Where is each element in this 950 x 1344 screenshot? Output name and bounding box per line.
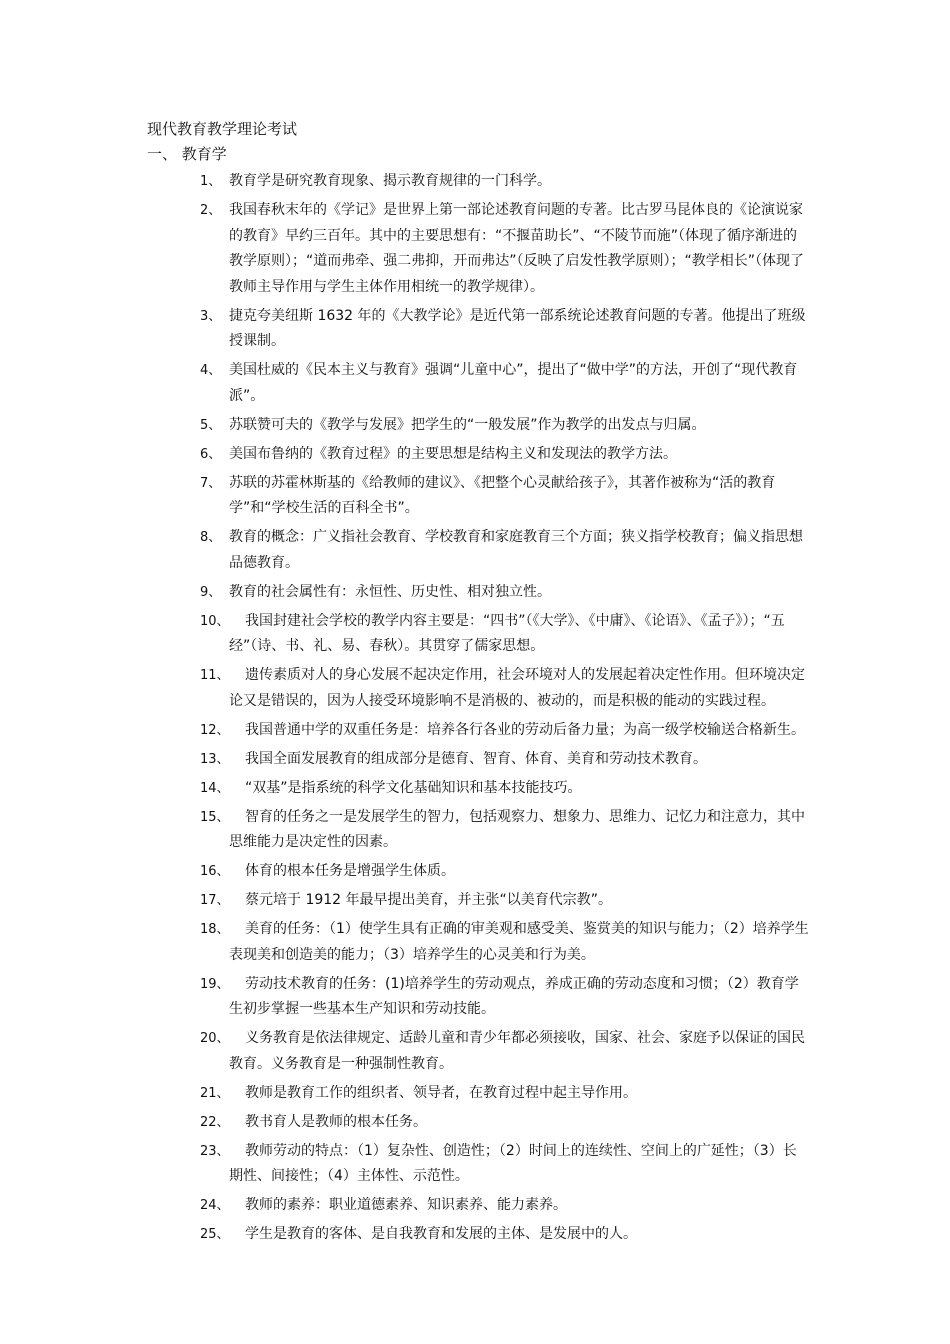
list-item bbox=[200, 413, 810, 439]
list-item bbox=[200, 805, 810, 856]
list-item bbox=[200, 972, 810, 1023]
list-item-text: 学生是教育的客体、是自我教育和发展的主体、是发展中的人。 bbox=[245, 1226, 637, 1242]
list-item-text: 体育的根本任务是增强学生体质。 bbox=[245, 863, 455, 879]
list-item-number: 14、 bbox=[200, 780, 230, 796]
list-item-text: 教育的社会属性有：永恒性、历史性、相对独立性。 bbox=[229, 583, 551, 600]
list-item-text: 义务教育是依法律规定、适龄儿童和青少年都必须接收，国家、社会、家庭予以保证的国民教育。义务教育是一种强制性教育。 bbox=[229, 1030, 805, 1072]
list-item-number: 22、 bbox=[200, 1114, 230, 1130]
list-item-number: 2、 bbox=[200, 203, 222, 218]
list-item-text: 教育的概念：广义指社会教育、学校教育和家庭教育三个方面；狭义指学校教育；偏义指思想品德教育。 bbox=[229, 529, 803, 571]
list-item bbox=[200, 776, 810, 802]
list-item-number: 13、 bbox=[200, 751, 230, 767]
list-item bbox=[200, 471, 810, 522]
list-item bbox=[200, 442, 810, 468]
list-item-text: 我国春秋末年的《学记》是世界上第一部论述教育问题的专著。比古罗马昆体良的《论演说家的教育》早约三百年。其中的主要思想有：“不揠苗助长”、“不陵节而施”（体现了循序渐进的教学原则）；“道而弗牵、强二弗抑，开而弗达”（反映了启发性教学原则）；“教学相长”（体现了教师主导作用与学生主体作用相统一的教学规律）。 bbox=[229, 202, 805, 295]
list-item-number: 9、 bbox=[200, 584, 222, 600]
list-item bbox=[200, 1222, 810, 1248]
list-item bbox=[200, 1193, 810, 1219]
list-item-number: 11、 bbox=[200, 668, 230, 683]
list-item-text: 智育的任务之一是发展学生的智力，包括观察力、想象力、思维力、记忆力和注意力，其中思维能力是决定性的因素。 bbox=[229, 808, 805, 850]
list-item-text: 教师劳动的特点：（1）复杂性、创造性；（2）时间上的连续性、空间上的广延性；（3）长期性、间接性；（4）主体性、示范性。 bbox=[229, 1142, 797, 1184]
document-title: 现代教育教学理论考试 bbox=[147, 120, 298, 138]
list-item bbox=[200, 663, 810, 714]
list-item-text: 捷克夸美纽斯 1632 年的《大教学论》是近代第一部系统论述教育问题的专著。他提出了班级授课制。 bbox=[229, 307, 806, 349]
list-item-number: 5、 bbox=[200, 417, 222, 433]
list-item bbox=[200, 1139, 810, 1190]
list-item bbox=[200, 1026, 810, 1077]
list-item bbox=[200, 1110, 810, 1136]
list-item-number: 24、 bbox=[200, 1198, 230, 1213]
list-item-text: 苏联的苏霍林斯基的《给教师的建议》、《把整个心灵献给孩子》，其著作被称为“活的教育学”和“学校生活的百科全书”。 bbox=[229, 474, 776, 516]
list-item-number: 15、 bbox=[200, 809, 230, 825]
list-item-text: 苏联赞可夫的《教学与发展》把学生的“一般发展”作为教学的出发点与归属。 bbox=[229, 416, 706, 433]
list-item-text: 美育的任务：（1）使学生具有正确的审美观和感受美、鉴赏美的知识与能力；（2）培养学生表现美和创造美的能力；（3）培养学生的心灵美和行为美。 bbox=[229, 921, 809, 963]
list-item-text: “双基”是指系统的科学文化基础知识和基本技能技巧。 bbox=[245, 779, 582, 796]
list-item-text: 教育学是研究教育现象、揭示教育规律的一门科学。 bbox=[229, 173, 551, 189]
list-item-text: 我国普通中学的双重任务是：培养各行各业的劳动后备力量；为高一级学校输送合格新生。 bbox=[245, 721, 805, 738]
list-item bbox=[200, 580, 810, 606]
list-item-number: 10、 bbox=[200, 613, 230, 629]
list-item-text: 劳动技术教育的任务：(1)培养学生的劳动观点，养成正确的劳动态度和习惯；（2）教育学生初步掌握一些基本生产知识和劳动技能。 bbox=[229, 975, 799, 1017]
list-item bbox=[200, 888, 810, 914]
list-item-number: 23、 bbox=[200, 1143, 230, 1159]
list-item-number: 6、 bbox=[200, 446, 222, 462]
list-item-number: 8、 bbox=[200, 530, 222, 545]
list-item-text: 教师的素养：职业道德素养、知识素养、能力素养。 bbox=[245, 1197, 567, 1213]
list-item bbox=[200, 304, 810, 355]
list-item-number: 19、 bbox=[200, 976, 230, 992]
numbered-list bbox=[200, 169, 810, 1251]
list-item bbox=[200, 917, 810, 968]
list-item-text: 我国封建社会学校的教学内容主要是：“四书”（《大学》、《中庸》、《论语》、《孟子》）；“五经”（诗、书、礼、易、春秋）。其贯穿了儒家思想。 bbox=[229, 612, 785, 654]
list-item bbox=[200, 609, 810, 660]
list-item bbox=[200, 198, 810, 300]
list-item bbox=[200, 1081, 810, 1107]
list-item bbox=[200, 525, 810, 576]
list-item-text: 美国布鲁纳的《教育过程》的主要思想是结构主义和发现法的教学方法。 bbox=[229, 445, 677, 462]
list-item-number: 21、 bbox=[200, 1085, 230, 1101]
list-item bbox=[200, 718, 810, 744]
list-item-number: 16、 bbox=[200, 864, 230, 879]
list-item-number: 7、 bbox=[200, 475, 222, 491]
list-item-text: 教书育人是教师的根本任务。 bbox=[245, 1113, 427, 1130]
list-item bbox=[200, 169, 810, 195]
section-heading: 一、 教育学 bbox=[147, 145, 227, 163]
list-item-number: 1、 bbox=[200, 174, 222, 189]
list-item bbox=[200, 859, 810, 885]
list-item bbox=[200, 747, 810, 773]
list-item-number: 17、 bbox=[200, 893, 230, 908]
list-item-number: 4、 bbox=[200, 363, 222, 378]
list-item-number: 18、 bbox=[200, 922, 230, 937]
list-item-number: 25、 bbox=[200, 1227, 230, 1242]
list-item-text: 我国全面发展教育的组成部分是德育、智育、体育、美育和劳动技术教育。 bbox=[245, 750, 707, 767]
list-item-number: 12、 bbox=[200, 722, 230, 738]
list-item bbox=[200, 358, 810, 409]
list-item-text: 蔡元培于 1912 年最早提出美育，并主张“以美育代宗教”。 bbox=[245, 892, 613, 908]
list-item-text: 教师是教育工作的组织者、领导者，在教育过程中起主导作用。 bbox=[245, 1084, 637, 1101]
list-item-text: 遗传素质对人的身心发展不起决定作用，社会环境对人的发展起着决定性作用。但环境决定论又是错误的，因为人接受环境影响不是消极的、被动的，而是积极的能动的实践过程。 bbox=[229, 667, 805, 709]
list-item-text: 美国杜威的《民本主义与教育》强调“儿童中心”，提出了“做中学”的方法，开创了“现代教育派”。 bbox=[229, 362, 798, 404]
list-item-number: 20、 bbox=[200, 1031, 230, 1046]
list-item-number: 3、 bbox=[200, 308, 222, 324]
